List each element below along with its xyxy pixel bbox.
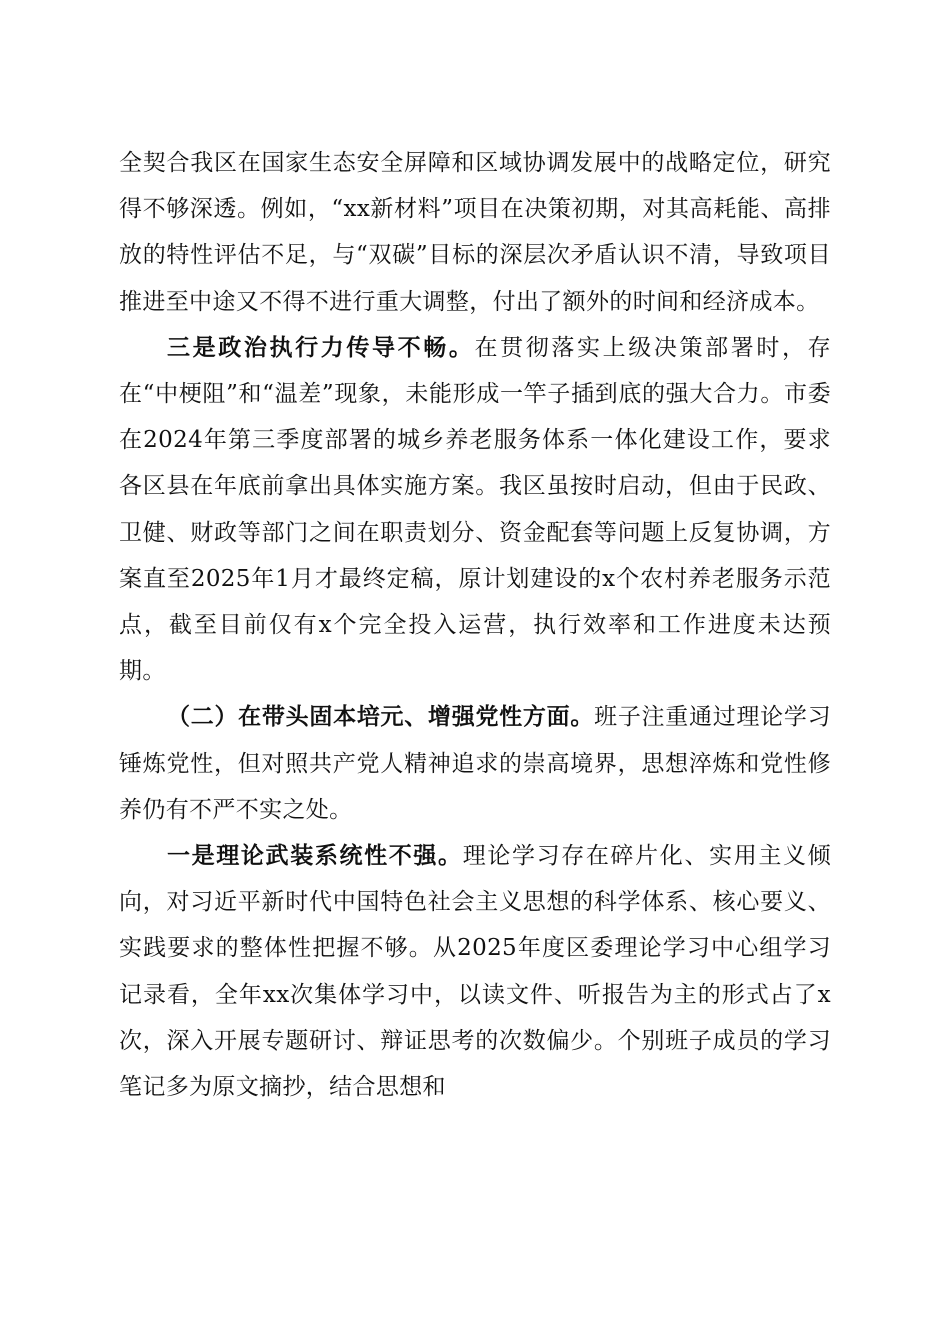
paragraph-political-execution (119, 325, 831, 695)
paragraph-heading: 一是理论武装系统性不强。 (167, 842, 463, 870)
paragraph-text: 班子注重通过理论学习锤炼党性，但对照共产党人精神追求的崇高境界，思想淬炼和党性修养仍有不严不实之处。 (119, 704, 831, 823)
paragraph-text: 理论学习存在碎片化、实用主义倾向，对习近平新时代中国特色社会主义思想的科学体系、核心要义、实践要求的整体性把握不够。从2025年度区委理论学习中心组学习记录看，全年xx次集体学习中，以读文件、听报告为主的形式占了x次，深入开展专题研讨、辩证思考的次数偏少。个别班子成员的学习笔记多为原文摘抄，结合思想和 (119, 843, 832, 1101)
section-heading: （二）在带头固本培元、增强党性方面。 (167, 703, 595, 731)
paragraph-text: 在贯彻落实上级决策部署时，存在“中梗阻”和“温差”现象，未能形成一竿子插到底的强大合力。市委在2024年第三季度部署的城乡养老服务体系一体化建设工作，要求各区县在年底前拿出具体实施方案。我区虽按时启动，但由于民政、卫健、财政等部门之间在职责划分、资金配套等问题上反复协调，方案直至2025年1月才最终定稿，原计划建设的x个农村养老服务示范点，截至目前仅有x个完全投入运营，执行效率和工作进度未达预期。 (119, 334, 831, 685)
paragraph-continuation (119, 140, 831, 325)
paragraph-section-two (119, 694, 831, 833)
paragraph-theory-study (119, 833, 831, 1110)
paragraph-text: 全契合我区在国家生态安全屏障和区域协调发展中的战略定位，研究得不够深透。例如，“xx新材料”项目在决策初期，对其高耗能、高排放的特性评估不足，与“双碳”目标的深层次矛盾认识不清，导致项目推进至中途又不得不进行重大调整，付出了额外的时间和经济成本。 (119, 150, 831, 315)
document-body (119, 140, 831, 1110)
paragraph-heading: 三是政治执行力传导不畅。 (167, 333, 475, 361)
